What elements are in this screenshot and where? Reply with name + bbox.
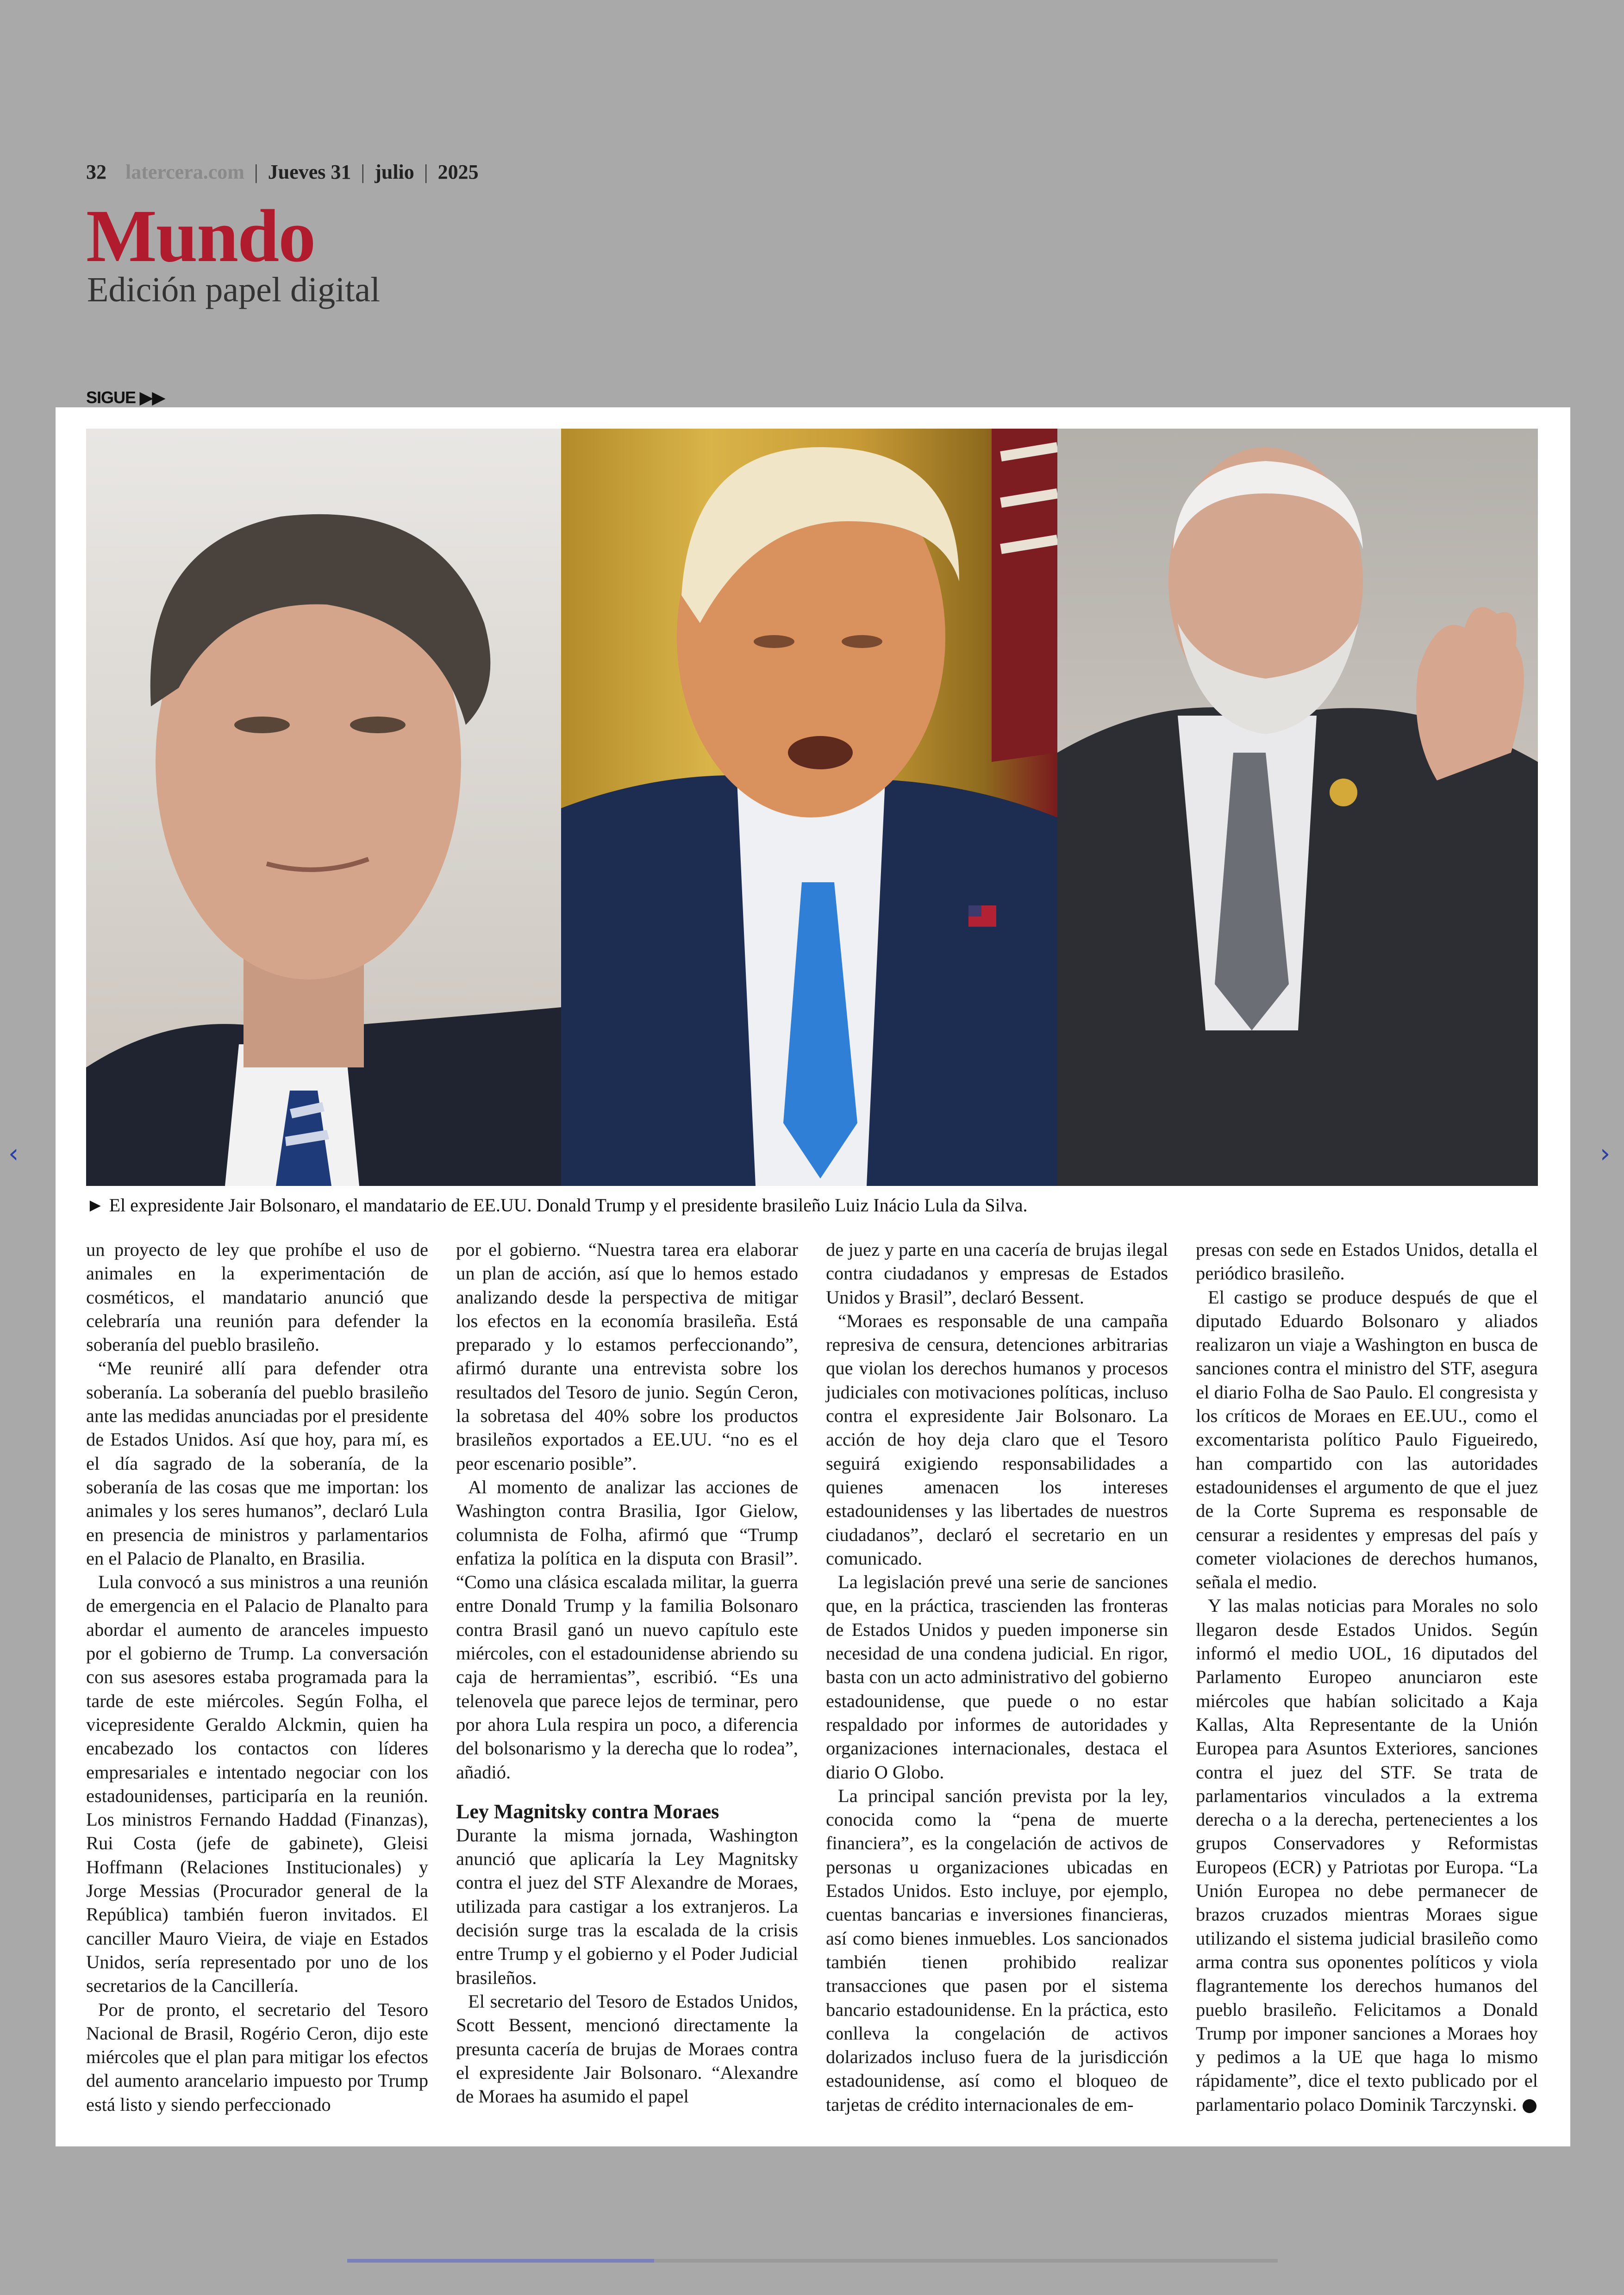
- end-of-article-icon: [1523, 2099, 1537, 2113]
- reading-progress-bar[interactable]: [347, 2259, 1278, 2263]
- paragraph: La legislación prevé una serie de sanciones que, en la práctica, trascienden las fronteras de Estados Unidos y pueden imponerse sin necesidad de una condena judicial. En rigor, basta con un acto administrativo del gobierno estadounidense, que puede o no estar respaldado por informes de autoridades y organizaciones internacionales, destaca el diario O Globo.: [826, 1572, 1168, 1783]
- article-subheading: Ley Magnitsky contra Moraes: [456, 1800, 719, 1823]
- paragraph: Lula convocó a sus ministros a una reunión de emergencia en el Palacio de Planalto para abordar el aumento de aranceles impuesto por el gobierno de Trump. La conversación con sus asesores estaba programada para la tarde de este miércoles. Según Folha, el vicepresidente Geraldo Alckmin, quien ha encabezado los contactos con líderes empresariales e intentado negociar con los estadounidenses, participaría en la reunión. Los ministros Fernando Haddad (Finanzas), Rui Costa (jefe de gabinete), Gleisi Hoffmann (Relaciones Institucionales) y Jorge Messias (Procurador general de la República) también fueron invitados. El canciller Mauro Vieira, de viaje en Estados Unidos, sería representado por uno de los secretarios de la Cancillería.: [86, 1572, 428, 1996]
- paragraph: Al momento de analizar las acciones de Washington contra Brasilia, Igor Gielow, columnista de Folha, afirmó que “Trump enfatiza la política en la disputa con Brasil”. “Como una clásica escalada militar, la guerra entre Donald Trump y la familia Bolsonaro contra Brasil ganó un nuevo capítulo este miércoles, con el estadounidense abriendo su caja de herramientas”, escribió. “Es una telenovela que parece lejos de terminar, pero por ahora Lula respira un poco, a diferencia del bolsonarismo y la derecha que lo rodea”, añadió.: [456, 1476, 798, 1783]
- paragraph: La principal sanción prevista por la ley, conocida como la “pena de muerte financiera”, es la congelación de activos de personas u organizaciones ubicadas en Estados Unidos. Esto incluye, por ejemplo, cuentas bancarias e inversiones financieras, así como bienes inmuebles. Los sancionados también tienen prohibido realizar transacciones que pasen por el sistema bancario estadounidense. En la práctica, esto conlleva la congelación de activos dolarizados incluso fuera de la jurisdicción estadounidense, así como el bloqueo de tarjetas de crédito internacionales de em-: [826, 1785, 1168, 2115]
- paragraph: Por de pronto, el secretario del Tesoro Nacional de Brasil, Rogério Ceron, dijo este miércoles que el plan para mitigar los efectos del aumento arancelario impuesto por Trump está listo y siendo perfeccionado: [86, 1999, 428, 2115]
- photo-trump: [561, 429, 1057, 1186]
- paragraph: “Me reuniré allí para defender otra soberanía. La soberanía del pueblo brasileño ante las medidas anunciadas por el presidente de Estados Unidos. Así que hoy, para mí, es el día sagrado de la soberanía, de la soberanía de las cosas que me importan: los animales y los seres humanos”, declaró Lula en presencia de ministros y parlamentarios en el Palacio de Planalto, en Brasilia.: [86, 1358, 428, 1569]
- section-subtitle: Edición papel digital: [87, 270, 381, 309]
- paragraph: [1196, 1594, 1538, 2116]
- paragraph: un proyecto de ley que prohíbe el uso de animales en la experimentación de cosméticos, el mandatario anunció que celebraría una reunión para defender la soberanía del pueblo brasileño.: [86, 1239, 428, 1355]
- paragraph: Durante la misma jornada, Washington anunció que aplicaría la Ley Magnitsky contra el juez del STF Alexandre de Moraes, utilizada para castigar a los extranjeros. La decisión surge tras la escalada de la crisis entre Trump y el gobierno y el Poder Judicial brasileños.: [456, 1824, 798, 1988]
- article-column-3: [826, 1238, 1168, 2116]
- photo-collage: [86, 429, 1538, 1186]
- date-year: 2025: [437, 161, 479, 183]
- continue-label: SIGUE ▶▶: [86, 388, 165, 407]
- date-day: Jueves 31: [268, 161, 351, 183]
- photo-caption: ► El expresidente Jair Bolsonaro, el mandatario de EE.UU. Donald Trump y el presidente brasileño Luiz Inácio Lula da Silva.: [86, 1195, 1028, 1216]
- paragraph: de juez y parte en una cacería de brujas ilegal contra ciudadanos y empresas de Estados Unidos y Brasil”, declaró Bessent.: [826, 1239, 1168, 1308]
- photo-bolsonaro: [86, 429, 561, 1186]
- date-month: julio: [375, 161, 414, 183]
- article-column-2: [456, 1238, 798, 2116]
- paragraph: por el gobierno. “Nuestra tarea era elaborar un plan de acción, así que lo hemos estado analizando desde la perspectiva de mitigar los efectos en la economía brasileña. Está preparado y lo estamos perfeccionando”, afirmó durante una entrevista sobre los resultados del Tesoro de junio. Según Ceron, la sobretasa del 40% sobre los productos brasileños exportados a EE.UU. “no es el peor escenario posible”.: [456, 1239, 798, 1474]
- next-page-icon[interactable]: ›: [1600, 1139, 1611, 1169]
- section-title: Mundo: [86, 195, 315, 278]
- paragraph: presas con sede en Estados Unidos, detalla el periódico brasileño.: [1196, 1239, 1538, 1284]
- paragraph: El secretario del Tesoro de Estados Unidos, Scott Bessent, mencionó directamente la presunta cacería de brujas de Moraes contra el expresidente Jair Bolsonaro. “Alexandre de Moraes ha asumido el papel: [456, 1990, 798, 2107]
- paragraph-text: Y las malas noticias para Morales no solo llegaron desde Estados Unidos. Según informó el medio UOL, 16 diputados del Parlamento Europeo anunciaron este miércoles que habían solicitado a Kaja Kallas, Alta Representante de la Unión Europea para Asuntos Exteriores, sanciones contra el juez del STF. Se trata de parlamentarios vinculados a la extrema derecha o a la derecha, pertenecientes a los grupos Conservadores y Reformistas Europeos (ECR) y Patriotas por Europa. “La Unión Europea no debe permanecer de brazos cruzados mientras Moraes sigue utilizando el sistema judicial brasileño como arma contra sus oponentes políticos y viola flagrantemente los derechos humanos del pueblo brasileño. Felicitamos a Donald Trump por imponer sanciones a Moraes hoy y pedimos a la UE que haga lo mismo rápidamente”, dice el texto publicado por el parlamentario polaco Dominik Tarczynski.: [1196, 1595, 1538, 2115]
- article-body: [86, 1238, 1538, 2116]
- site-domain: latercera.com: [125, 161, 244, 183]
- newspaper-page: [56, 407, 1570, 2146]
- reading-progress-fill: [347, 2259, 654, 2263]
- photo-lula: [1057, 429, 1538, 1186]
- paragraph: “Moraes es responsable de una campaña represiva de censura, detenciones arbitrarias que violan los derechos humanos y procesos judiciales con motivaciones políticas, incluso contra el expresidente Jair Bolsonaro. La acción de hoy deja claro que el Tesoro seguirá exigiendo responsabilidades a quienes amenacen los intereses estadounidenses y las libertades de nuestros ciudadanos”, declaró el secretario en un comunicado.: [826, 1310, 1168, 1569]
- page-number: 32: [86, 161, 106, 183]
- paragraph: El castigo se produce después de que el diputado Eduardo Bolsonaro y aliados realizaron un viaje a Washington en busca de sanciones contra el ministro del STF, asegura el diario Folha de Sao Paulo. El congresista y los críticos de Moraes en EE.UU., como el excomentarista político Paulo Figueiredo, han compartido con las autoridades estadounidenses el argumento de que el juez de la Corte Suprema es responsable de censurar a residentes y empresas del país y cometer violaciones de derechos humanos, señala el medio.: [1196, 1286, 1538, 1593]
- prev-page-icon[interactable]: ‹: [8, 1139, 19, 1169]
- article-column-4: [1196, 1238, 1538, 2116]
- article-column-1: [86, 1238, 428, 2116]
- page-masthead: 32 latercera.com | Jueves 31 | julio | 2025: [86, 161, 479, 183]
